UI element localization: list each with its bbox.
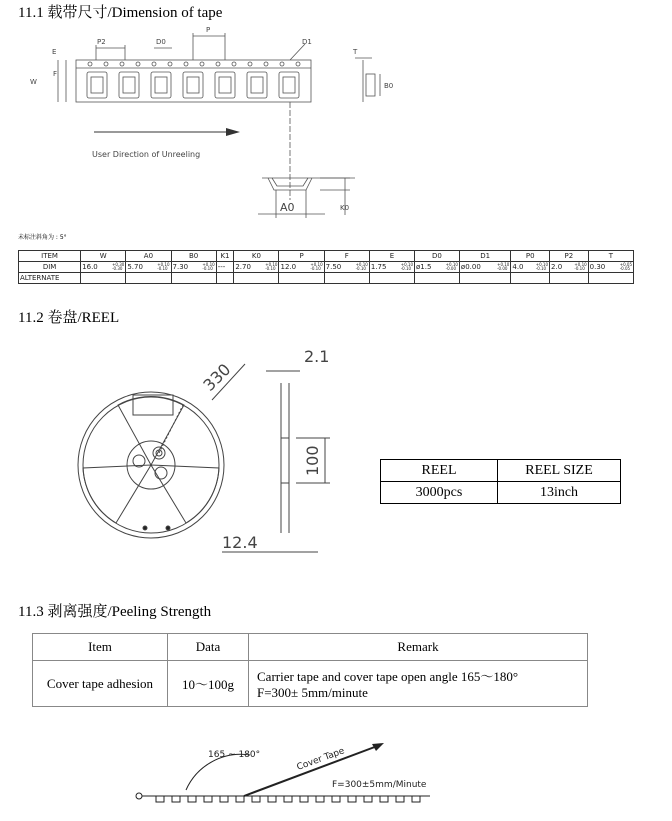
dimension-table-row bbox=[19, 262, 634, 273]
peel-table bbox=[32, 633, 588, 707]
reel-thickness-label: 2.1 bbox=[304, 347, 330, 366]
dim-value-cell bbox=[234, 262, 279, 273]
dim-tol-minus: -0.10 bbox=[202, 266, 213, 271]
alt-value-cell bbox=[550, 273, 589, 284]
peel-item-value: Cover tape adhesion bbox=[33, 661, 168, 707]
dim-value: ø1.5 bbox=[416, 263, 432, 271]
alt-value-cell bbox=[216, 273, 234, 284]
peel-remark-value bbox=[249, 661, 588, 707]
dim-value-cell bbox=[324, 262, 369, 273]
dim-tol-plus: +0.05 bbox=[619, 262, 632, 267]
tolerance-note: 未标注斜角为 : 5° bbox=[18, 234, 67, 241]
dim-tol-plus: +0.30 bbox=[112, 262, 125, 267]
dim-value-cell bbox=[588, 262, 633, 273]
dim-value: 0.30 bbox=[589, 263, 606, 271]
peel-remark-line1: Carrier tape and cover tape open angle 165～180° bbox=[257, 669, 519, 684]
alt-value-cell bbox=[459, 273, 510, 284]
section-title-peel: 11.3 剥离强度/Peeling Strength bbox=[18, 604, 212, 620]
label-f: F bbox=[53, 70, 58, 78]
label-e: E bbox=[52, 48, 57, 56]
dim-header-cell: K1 bbox=[216, 251, 234, 262]
cover-tape-label: Cover Tape bbox=[295, 746, 347, 773]
dim-header-cell: P bbox=[279, 251, 324, 262]
tape-outline bbox=[76, 60, 311, 102]
peel-drawing bbox=[136, 745, 430, 802]
dim-value: ø0.00 bbox=[460, 263, 481, 271]
alt-value-cell bbox=[324, 273, 369, 284]
reel-hub-label: 100 bbox=[303, 445, 322, 476]
dim-value-cell bbox=[511, 262, 550, 273]
dim-value: 7.30 bbox=[172, 263, 189, 271]
label-p2: P2 bbox=[97, 38, 106, 46]
peel-remark-line2: F=300± 5mm/minute bbox=[257, 685, 368, 700]
dimension-table-header bbox=[19, 251, 634, 262]
dim-tolerance bbox=[356, 263, 368, 271]
alt-value-cell bbox=[126, 273, 171, 284]
alt-value-cell bbox=[81, 273, 126, 284]
unreeling-direction-label: User Direction of Unreeling bbox=[92, 150, 201, 159]
dim-tol-plus: +0.10 bbox=[310, 262, 323, 267]
label-d1: D1 bbox=[302, 38, 312, 46]
dim-tol-minus: -0.10 bbox=[574, 266, 585, 271]
dim-tolerance bbox=[446, 263, 458, 271]
dim-value-cell bbox=[171, 262, 216, 273]
label-w: W bbox=[30, 78, 37, 86]
dimension-table bbox=[18, 250, 634, 284]
dim-header-cell: T bbox=[588, 251, 633, 262]
dim-value: 5.70 bbox=[127, 263, 143, 271]
dim-header-cell: D1 bbox=[459, 251, 510, 262]
dim-tolerance bbox=[310, 263, 322, 271]
dim-value: 16.0 bbox=[82, 263, 98, 271]
dim-tolerance bbox=[401, 263, 413, 271]
tape-pockets bbox=[87, 72, 299, 98]
dim-tolerance bbox=[620, 263, 632, 271]
dim-header-cell: B0 bbox=[171, 251, 216, 262]
dim-value-cell bbox=[369, 262, 414, 273]
dim-tol-plus: +0.10 bbox=[574, 262, 587, 267]
dim-value-cell bbox=[550, 262, 589, 273]
alt-value-cell bbox=[234, 273, 279, 284]
dim-header-cell: W bbox=[81, 251, 126, 262]
reel-width-label: 12.4 bbox=[222, 533, 258, 552]
dim-value: 12.0 bbox=[280, 263, 297, 271]
dim-tolerance bbox=[202, 263, 214, 271]
dim-tolerance bbox=[157, 263, 169, 271]
dim-header-cell: P0 bbox=[511, 251, 550, 262]
label-a0: A0 bbox=[280, 201, 295, 214]
dim-value-cell bbox=[216, 262, 234, 273]
dim-value-cell bbox=[415, 262, 460, 273]
peel-force-label: F=300±5mm/Minute bbox=[332, 780, 427, 790]
dim-header-cell: D0 bbox=[415, 251, 460, 262]
dim-value-cell bbox=[279, 262, 324, 273]
dim-tol-minus: -0.30 bbox=[112, 266, 123, 271]
peel-item-header: Item bbox=[33, 634, 168, 661]
dim-tol-plus: +0.10 bbox=[202, 262, 215, 267]
dim-tol-plus: +0.10 bbox=[535, 262, 549, 267]
alt-label-cell: ALTERNATE bbox=[19, 273, 81, 284]
dim-tol-minus: -0.10 bbox=[400, 266, 412, 271]
dim-tol-minus: -0.10 bbox=[265, 266, 276, 271]
dim-value-cell bbox=[81, 262, 126, 273]
reel-header: REEL bbox=[381, 460, 498, 482]
peel-data-value: 10～100g bbox=[168, 661, 249, 707]
dim-tol-plus: +0.10 bbox=[400, 262, 413, 267]
dim-value: 2.70 bbox=[235, 263, 251, 271]
dim-tol-minus: -0.10 bbox=[310, 266, 321, 271]
reel-size-header: REEL SIZE bbox=[498, 460, 621, 482]
dim-tol-minus: -0.10 bbox=[535, 266, 547, 271]
dim-header-cell: F bbox=[324, 251, 369, 262]
dim-header-cell: E bbox=[369, 251, 414, 262]
alt-value-cell bbox=[369, 273, 414, 284]
reel-diameter-label: 330 bbox=[199, 359, 235, 395]
section-title-reel: 11.2 卷盘/REEL bbox=[18, 310, 120, 326]
label-b0: B0 bbox=[384, 82, 394, 90]
dim-label-cell: DIM bbox=[19, 262, 81, 273]
reel-drawing bbox=[78, 364, 330, 552]
sprocket-holes bbox=[88, 62, 300, 66]
dim-tol-plus: +0.10 bbox=[497, 262, 510, 267]
dim-tol-minus: -0.00 bbox=[445, 266, 457, 271]
dim-value: 7.50 bbox=[325, 263, 342, 271]
dim-tolerance bbox=[265, 263, 277, 271]
dim-value: 4.0 bbox=[512, 263, 524, 271]
dim-value: --- bbox=[217, 263, 226, 271]
alt-value-cell bbox=[279, 273, 324, 284]
dim-tolerance bbox=[574, 263, 586, 271]
peel-angle-label: 165 ~ 180° bbox=[208, 750, 261, 760]
label-k0: K0 bbox=[340, 204, 350, 212]
peel-remark-header: Remark bbox=[249, 634, 588, 661]
dim-tol-plus: +0.10 bbox=[265, 262, 278, 267]
dim-tol-minus: -0.10 bbox=[355, 266, 366, 271]
dim-tol-plus: +0.10 bbox=[445, 262, 458, 267]
label-d0: D0 bbox=[156, 38, 166, 46]
label-t: T bbox=[353, 48, 358, 56]
dim-tolerance bbox=[112, 263, 124, 271]
dim-value-cell bbox=[459, 262, 510, 273]
dim-tol-minus: -0.00 bbox=[497, 266, 508, 271]
dim-tol-minus: -0.10 bbox=[157, 266, 168, 271]
reel-qty-value: 3000pcs bbox=[381, 482, 498, 504]
dim-tolerance bbox=[536, 263, 548, 271]
label-p: P bbox=[206, 26, 211, 34]
dim-header-cell: ITEM bbox=[19, 251, 81, 262]
alt-value-cell bbox=[171, 273, 216, 284]
section-title-tape: 11.1 载带尺寸/Dimension of tape bbox=[18, 5, 223, 21]
dim-value: 2.0 bbox=[551, 263, 563, 271]
alt-value-cell bbox=[415, 273, 460, 284]
alt-value-cell bbox=[511, 273, 550, 284]
dim-value: 1.75 bbox=[370, 263, 387, 271]
dim-tol-minus: -0.05 bbox=[619, 266, 631, 271]
reel-size-value: 13inch bbox=[498, 482, 621, 504]
alternate-table-row bbox=[19, 273, 634, 284]
dim-value-cell bbox=[126, 262, 171, 273]
dim-header-cell: K0 bbox=[234, 251, 279, 262]
dim-header-cell: P2 bbox=[550, 251, 589, 262]
dim-header-cell: A0 bbox=[126, 251, 171, 262]
alt-value-cell bbox=[588, 273, 633, 284]
dim-tol-plus: +0.10 bbox=[355, 262, 368, 267]
dim-tol-plus: +0.10 bbox=[157, 262, 170, 267]
reel-table bbox=[380, 459, 621, 504]
peel-data-header: Data bbox=[168, 634, 249, 661]
dim-tolerance bbox=[497, 263, 509, 271]
